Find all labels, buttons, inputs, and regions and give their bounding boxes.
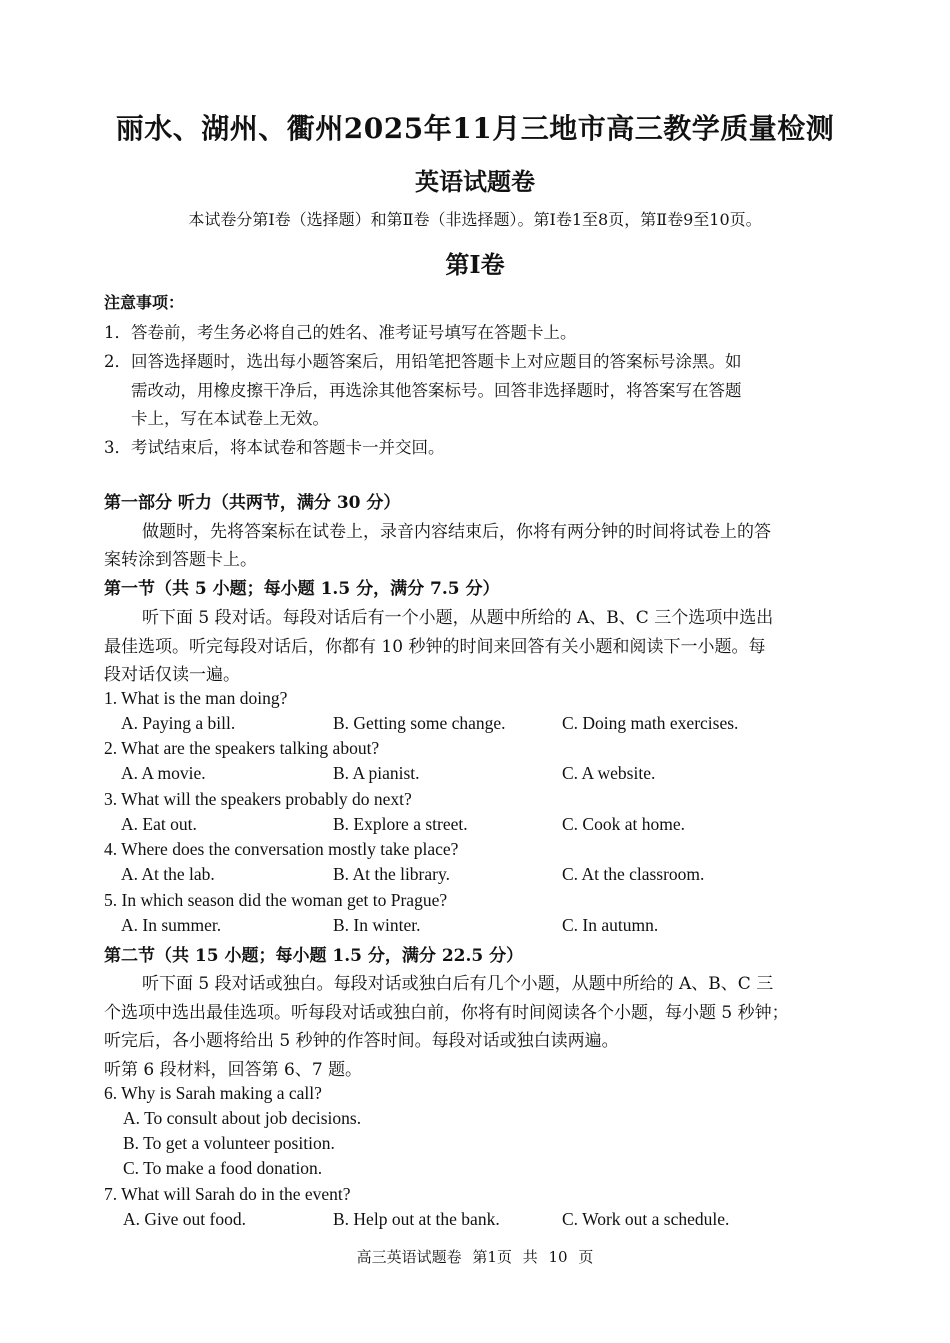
q4-option-b: B. At the library. bbox=[333, 864, 450, 884]
part1-intro-line-1: 做题时，先将答案标在试卷上，录音内容结束后，你将有两分钟的时间将试卷上的答 bbox=[142, 522, 771, 542]
question-2: 2. What are the speakers talking about? bbox=[104, 738, 380, 758]
question-3: 3. What will the speakers probably do next? bbox=[104, 789, 412, 809]
note-3: 3．考试结束后，将本试卷和答题卡一并交回。 bbox=[104, 438, 445, 457]
q5-option-c: C. In autumn. bbox=[562, 915, 659, 935]
subject-title: 英语试题卷 bbox=[415, 167, 535, 196]
material-6-instruction: 听第 6 段材料，回答第 6、7 题。 bbox=[104, 1060, 363, 1080]
q2-option-b: B. A pianist. bbox=[333, 763, 420, 783]
q2-option-c: C. A website. bbox=[562, 763, 656, 783]
q4-option-a: A. At the lab. bbox=[121, 864, 215, 884]
q6-option-a: A. To consult about job decisions. bbox=[123, 1108, 362, 1128]
q5-option-b: B. In winter. bbox=[333, 915, 421, 935]
q7-option-c: C. Work out a schedule. bbox=[562, 1209, 730, 1229]
q1-option-c: C. Doing math exercises. bbox=[562, 713, 739, 733]
page-footer: 高三英语试题卷 第1页 共 10 页 bbox=[356, 1248, 594, 1266]
q3-option-c: C. Cook at home. bbox=[562, 814, 685, 834]
section2-intro-line-1: 听下面 5 段对话或独白。每段对话或独白后有几个小题，从题中所给的 A、B、C 三 bbox=[142, 974, 774, 994]
note-1: 1．答卷前，考生务必将自己的姓名、准考证号填写在答题卡上。 bbox=[104, 323, 577, 342]
q4-option-c: C. At the classroom. bbox=[562, 864, 705, 884]
question-4: 4. Where does the conversation mostly take place? bbox=[104, 839, 459, 859]
q6-option-b: B. To get a volunteer position. bbox=[123, 1133, 335, 1153]
volume-title: 第Ⅰ卷 bbox=[445, 250, 505, 279]
section1-intro-line-3: 段对话仅读一遍。 bbox=[104, 665, 240, 685]
section2-intro-line-2: 个选项中选出最佳选项。听每段对话或独白前，你将有时间阅读各个小题，每小题 5 秒钟； bbox=[104, 1003, 789, 1023]
q3-option-a: A. Eat out. bbox=[121, 814, 197, 834]
note-2-line-3: 卡上，写在本试卷上无效。 bbox=[131, 409, 329, 428]
question-6: 6. Why is Sarah making a call? bbox=[104, 1083, 322, 1103]
section1-heading: 第一节（共 5 小题；每小题 1.5 分，满分 7.5 分） bbox=[104, 579, 500, 599]
paper-description: 本试卷分第Ⅰ卷（选择题）和第Ⅱ卷（非选择题）。第Ⅰ卷1至8页，第Ⅱ卷9至10页。 bbox=[188, 210, 762, 229]
note-2-line-1: 2．回答选择题时，选出每小题答案后，用铅笔把答题卡上对应题目的答案标号涂黑。如 bbox=[104, 352, 742, 371]
q2-option-a: A. A movie. bbox=[121, 763, 206, 783]
q1-option-a: A. Paying a bill. bbox=[121, 713, 236, 733]
question-1: 1. What is the man doing? bbox=[104, 688, 288, 708]
section1-intro-line-1: 听下面 5 段对话。每段对话后有一个小题，从题中所给的 A、B、C 三个选项中选出 bbox=[142, 608, 774, 628]
main-title: 丽水、湖州、衢州2025年11月三地市高三教学质量检测 bbox=[115, 112, 835, 145]
q7-option-b: B. Help out at the bank. bbox=[333, 1209, 500, 1229]
part1-heading: 第一部分 听力（共两节，满分 30 分） bbox=[104, 493, 401, 513]
q5-option-a: A. In summer. bbox=[121, 915, 222, 935]
q1-option-b: B. Getting some change. bbox=[333, 713, 506, 733]
notes-heading: 注意事项： bbox=[104, 293, 185, 312]
q6-option-c: C. To make a food donation. bbox=[123, 1158, 323, 1178]
part1-intro-line-2: 案转涂到答题卡上。 bbox=[104, 550, 257, 570]
question-5: 5. In which season did the woman get to Prague? bbox=[104, 890, 448, 910]
q7-option-a: A. Give out food. bbox=[123, 1209, 246, 1229]
section2-heading: 第二节（共 15 小题；每小题 1.5 分，满分 22.5 分） bbox=[104, 946, 524, 966]
note-2-line-2: 需改动，用橡皮擦干净后，再选涂其他答案标号。回答非选择题时，将答案写在答题 bbox=[131, 381, 742, 400]
q3-option-b: B. Explore a street. bbox=[333, 814, 468, 834]
section2-intro-line-3: 听完后，各小题将给出 5 秒钟的作答时间。每段对话或独白读两遍。 bbox=[104, 1031, 619, 1051]
section1-intro-line-2: 最佳选项。听完每段对话后，你都有 10 秒钟的时间来回答有关小题和阅读下一小题。每 bbox=[104, 637, 766, 657]
question-7: 7. What will Sarah do in the event? bbox=[104, 1184, 351, 1204]
